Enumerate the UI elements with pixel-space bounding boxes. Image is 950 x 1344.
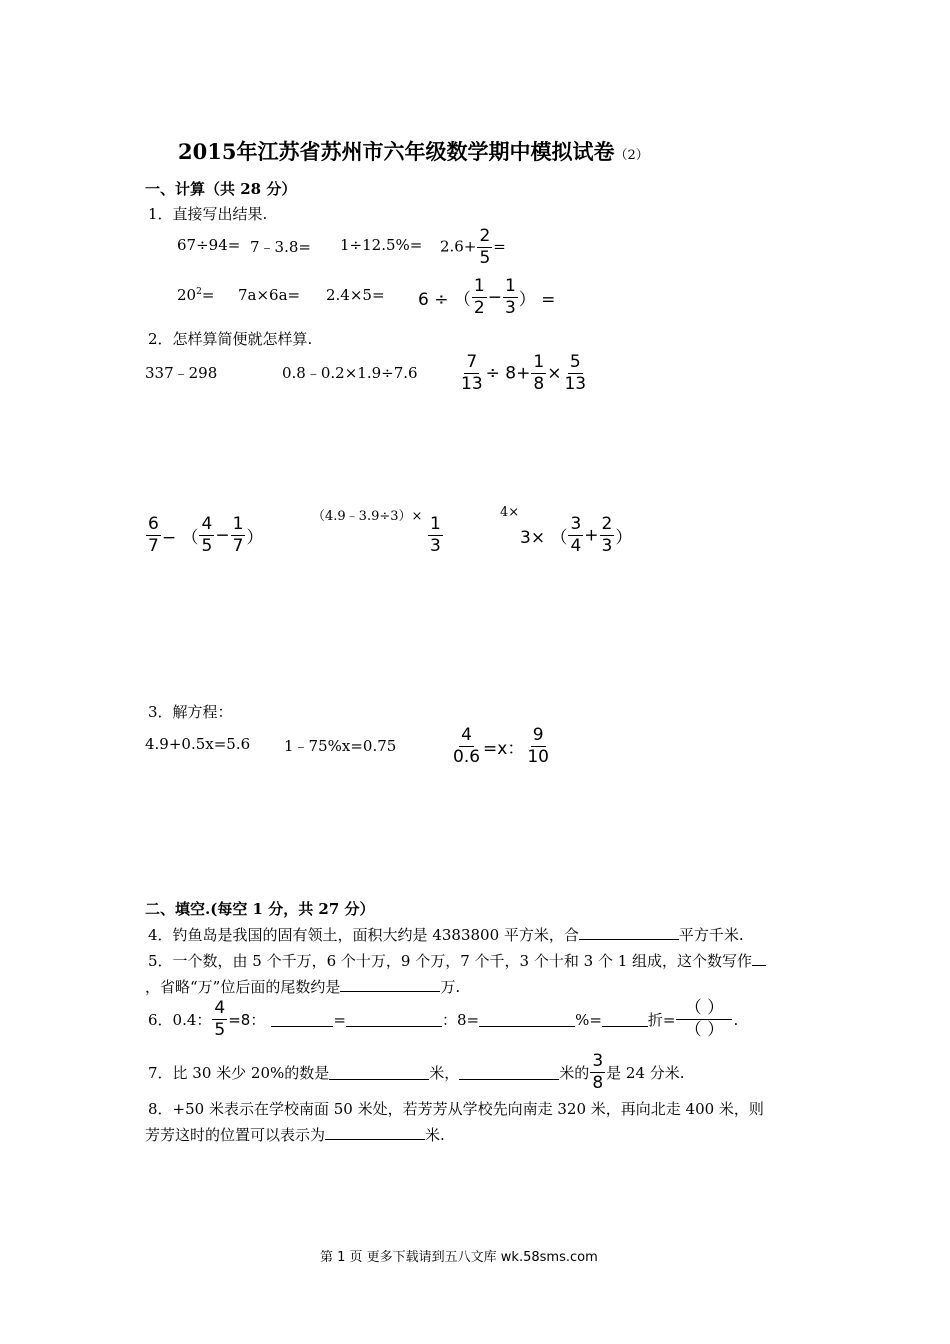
fraction-numerator: 2	[479, 226, 491, 246]
q2-e2: 0.8﹣0.2×1.9÷7.6	[282, 364, 418, 382]
title-main: 2015年江苏省苏州市六年级数学期中模拟试卷	[178, 139, 615, 164]
q5-text: ，省略“万”位后面的尾数约是	[145, 978, 341, 996]
q2-e4	[145, 516, 263, 555]
fraction-denominator: 3	[504, 298, 516, 318]
fraction-denominator[interactable]: （ ）	[684, 1020, 725, 1040]
q7-text: 米，	[429, 1064, 460, 1082]
fraction-denominator: 2	[473, 298, 485, 318]
operator: ）	[246, 528, 264, 548]
q4-text-end: 平方千米.	[678, 926, 744, 944]
fraction-denominator: 13	[564, 374, 587, 394]
fraction-denominator: 7	[232, 536, 244, 556]
fraction-numerator: 4	[461, 725, 472, 745]
q1-label: 1．直接写出结果.	[148, 205, 268, 223]
answer-blank[interactable]	[329, 1065, 429, 1080]
fraction-numerator: 5	[569, 352, 581, 372]
fraction-denominator: 3	[430, 536, 441, 556]
q1-r2-a-exp: 2	[196, 287, 202, 297]
page-footer: 第 1 页 更多下载请到五八文库 wk.58sms.com	[320, 1250, 598, 1265]
q8-text: 芳芳这时的位置可以表示为	[145, 1126, 326, 1144]
q3-label: 3．解方程：	[148, 703, 233, 721]
q4-text: 4．钓鱼岛是我国的固有领土，面积大约是 4383800 平方米，合	[148, 926, 579, 944]
q5-line2	[145, 976, 460, 997]
fraction-denominator: 8	[592, 1073, 604, 1093]
answer-blank[interactable]	[325, 1125, 425, 1140]
fraction-numerator: 4	[214, 998, 226, 1018]
operator: +	[584, 525, 599, 546]
q1-r2-b: 7a×6a=	[238, 286, 301, 304]
operator: 3× （	[520, 528, 568, 548]
fraction-denominator: 3	[601, 536, 613, 556]
q6-text: =	[333, 1010, 346, 1029]
q1-r2-a	[177, 286, 214, 304]
section2-heading: 二、填空.(每空 1 分，共 27 分）	[145, 900, 375, 918]
title-sub: （2）	[614, 148, 649, 163]
q6-text: 折=	[647, 1011, 676, 1029]
fraction-denominator: 7	[148, 536, 159, 556]
answer-blank[interactable]	[271, 1012, 333, 1027]
q5-text: 5．一个数，由 5 个千万，6 个十万，9 个万，7 个千，3 个十和 3 个 1 组成，这个数写作	[148, 952, 753, 970]
q1-r1-c: 1÷12.5%=	[340, 236, 423, 254]
q8-line1: 8．+50 米表示在学校南面 50 米处，若芳芳从学校先向南走 320 米，再向北走 400 米，则	[148, 1100, 764, 1118]
q2-e6-top: 4×	[500, 505, 520, 520]
fraction-denominator: 5	[214, 1020, 226, 1040]
q6	[148, 1000, 738, 1039]
operator: −	[215, 525, 230, 546]
answer-blank[interactable]	[602, 1012, 648, 1027]
q6-text-end: .	[733, 1010, 739, 1029]
q1-r2-d-pre: 6 ÷ （	[418, 290, 471, 310]
q3-e1: 4.9+0.5x=5.6	[145, 735, 251, 753]
q2-e5-text: （4.9﹣3.9÷3）×	[312, 509, 423, 524]
q7-text: 7．比 30 米少 20%的数是	[148, 1064, 330, 1082]
fraction-numerator: 6	[148, 514, 159, 534]
fraction-denominator: 4	[570, 536, 582, 556]
q1-r1-d-pre: 2.6+	[440, 237, 477, 256]
fraction-numerator: 2	[601, 514, 613, 534]
answer-blank[interactable]	[579, 925, 679, 940]
page-title	[178, 136, 649, 166]
operator: ）	[615, 528, 633, 548]
q6-text: %=	[575, 1010, 602, 1029]
operator: ÷ 8+	[485, 363, 531, 384]
q1-r2-a-post: =	[201, 286, 215, 304]
fraction-numerator[interactable]: （ ）	[676, 1000, 732, 1020]
answer-blank[interactable]	[752, 951, 766, 966]
fraction-denominator: 0.6	[453, 747, 481, 767]
operator: =x：	[483, 739, 525, 759]
q5-text-end: 万.	[440, 978, 461, 996]
answer-blank[interactable]	[459, 1065, 559, 1080]
fraction-denominator: 10	[527, 747, 549, 767]
fraction-denominator: 5	[479, 248, 491, 268]
minus-sign: −	[487, 287, 502, 308]
fraction-numerator: 3	[592, 1051, 604, 1071]
q1-r2-c: 2.4×5=	[326, 286, 385, 304]
q1-r1-a: 67÷94=	[177, 236, 241, 254]
q8-text-end: 米.	[425, 1126, 445, 1144]
q4	[148, 924, 744, 945]
q5-line1	[148, 950, 766, 971]
q7-text: 米的	[559, 1064, 590, 1082]
q1-r2-d	[418, 278, 555, 317]
answer-blank[interactable]	[340, 977, 440, 992]
fraction-numerator: 1	[533, 352, 545, 372]
q2-label: 2．怎样算简便就怎样算.	[148, 330, 313, 348]
fraction-denominator: 5	[201, 536, 213, 556]
answer-blank[interactable]	[479, 1012, 575, 1027]
q1-r2-d-post: ） =	[518, 290, 556, 310]
fraction-numerator: 9	[532, 725, 544, 745]
q3-e3	[450, 727, 552, 766]
q6-text: ：8=	[441, 1011, 480, 1029]
q2-e3	[458, 354, 589, 393]
q6-text: 6．0.4：	[148, 1011, 212, 1029]
fraction-numerator: 7	[466, 352, 478, 372]
operator: ×	[547, 363, 562, 384]
fraction-numerator: 1	[430, 514, 441, 534]
fraction-numerator: 4	[201, 514, 213, 534]
section1-heading: 一、计算（共 28 分）	[145, 180, 297, 198]
q1-r2-a-base: 20	[177, 286, 197, 304]
operator: − （	[161, 528, 199, 548]
q8-line2	[145, 1124, 445, 1145]
q6-text: =8：	[228, 1011, 266, 1029]
q2-e1: 337﹣298	[145, 364, 218, 382]
q2-e5-frac	[427, 516, 444, 555]
q1-r1-d	[440, 228, 506, 267]
fraction-denominator: 13	[461, 374, 483, 394]
q2-e6	[520, 516, 632, 555]
q1-r1-b: 7﹣3.8=	[250, 238, 311, 256]
fraction-denominator: 8	[533, 374, 545, 394]
q7-text-end: 是 24 分米.	[606, 1064, 685, 1082]
q1-r1-d-post: =	[493, 237, 506, 256]
answer-blank[interactable]	[346, 1012, 442, 1027]
q7	[148, 1053, 685, 1092]
fraction-numerator: 1	[473, 276, 485, 296]
fraction-numerator: 1	[504, 276, 516, 296]
fraction-numerator: 1	[232, 514, 244, 534]
fraction-numerator: 3	[570, 514, 582, 534]
q3-e2: 1﹣75%x=0.75	[284, 737, 397, 755]
